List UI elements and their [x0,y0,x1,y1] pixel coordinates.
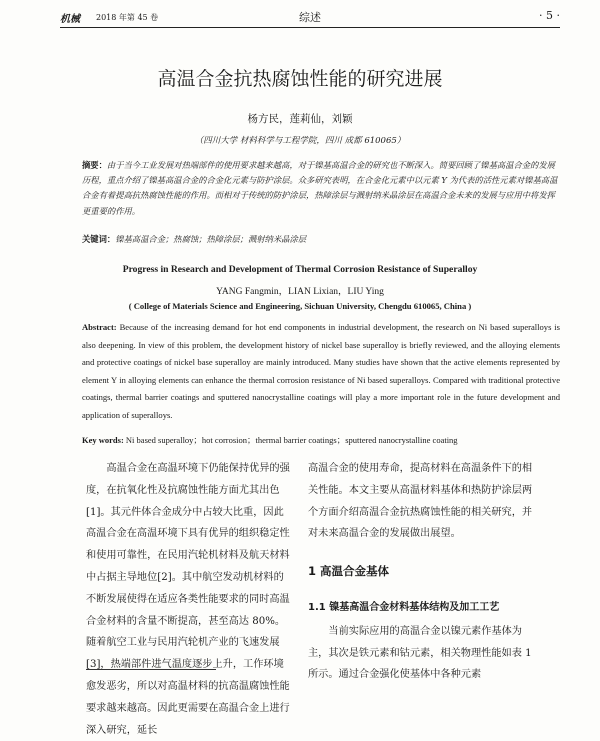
title-chinese: 高温合金抗热腐蚀性能的研究进展 [157,68,443,90]
affiliation-english: ( College of Materials Science and Engineering, Sichuan University, Chengdu 610065, China ) [128,301,472,311]
keywords-english-text: Ni based superalloy；hot corrosion；thermal barrier coatings；sputtered nanocrystalline coating [125,435,458,445]
keywords-chinese-text: 镍基高温合金；热腐蚀；热障涂层；溅射纳米晶涂层 [115,234,307,244]
running-header [60,6,560,28]
abstract-chinese [82,158,560,219]
footnote-rule [86,669,216,670]
keywords-chinese [82,233,560,245]
section-heading: 1 高温合金基体 [308,564,390,579]
abstract-english-text: Because of the increasing demand for hot end components in industrial development, the research on Ni based superalloys is also deepening. In view of this problem, the development history of nickel base superalloy is briefly reviewed, and the alloying elements and protective coatings of nickel base superalloy are mainly introduced. Many studies have shown that the active elements represented by element Y in alloying elements can enhance the thermal corrosion resistance of Ni based superalloys. Compared with traditional protective coatings, thermal barrier coatings and sputtered nanocrystalline coatings will play a more important role in the future development and application of superalloys. [82,322,561,420]
keywords-english [82,434,560,446]
abstract-chinese-label: 摘要： [82,160,107,170]
authors-english: YANG Fangmin，LIAN Lixian，LIU Ying [216,287,384,297]
body-paragraph: 当前实际应用的高温合金以镍元素作基体为主，其次是铁元素和钴元素，相关物理性能如表 1 所示。通过合金强化使基体中各种元素 [308,625,532,681]
journal-issue: 2018 年第 45 卷 [96,13,159,22]
body-column-right [308,458,534,686]
abstract-chinese-text: 由于当今工业发展对热端部件的使用要求越来越高，对于镍基高温合金的研究也不断深入。简要回顾了镍基高温合金的发展历程，重点介绍了镍基高温合金的合金化元素与防护涂层。众多研究表明，在合金化元素中以元素 Y 为代表的活性元素对镍基高温合金有着提高抗热腐蚀性能的作用。而相对于传统的防护涂层，热障涂层与溅射纳米晶涂层在高温合金未来的发展与应用中将发挥更重要的作用。 [82,160,558,216]
journal-name: 机械 [60,14,80,25]
abstract-english [82,319,560,424]
body-column-left [86,458,292,736]
affiliation-chinese: （四川大学 材料科学与工程学院，四川 成都 610065） [194,136,406,146]
page-number: · 5 · [539,9,560,22]
subsection-heading: 1.1 镍基高温合金材料基体结构及加工工艺 [308,601,500,613]
authors-chinese: 杨方民，莲莉仙，刘颖 [247,113,353,125]
keywords-english-label: Key words: [82,435,124,445]
section-label: 综述 [299,11,321,24]
body-paragraph: 高温合金在高温环境下仍能保持优异的强度，在抗氧化性及抗腐蚀性能方面尤其出色[1]。其元件体合金成分中占较大比重，因此高温合金在高温环境下具有优异的组织稳定性和使用可靠性，在民用汽轮机材料及航天材料中占据主导地位[2]。其中航空发动机材料的不断发展使得在适应各类性能要求的同时高温合金材料的含量不断提高，甚至高达 80%。随着航空工业与民用汽轮机产业的飞速发展[3]，热端部件进气温度逐步上升，工作环境愈发恶劣，所以对高温材料的抗高温腐蚀性能要求越来越高。因此更需要在高温合金上进行深入研究，延长 [86,463,290,736]
abstract-english-label: Abstract: [82,322,117,332]
body-paragraph-continued: 高温合金的使用寿命，提高材料在高温条件下的相关性能。本文主要从高温材料基体和热防护涂层两个方面介绍高温合金抗热腐蚀性能的相关研究，并对未来高温合金的发展做出展望。 [308,463,533,540]
keywords-chinese-label: 关键词： [82,234,116,244]
title-english: Progress in Research and Development of Thermal Corrosion Resistance of Superalloy [122,264,478,275]
